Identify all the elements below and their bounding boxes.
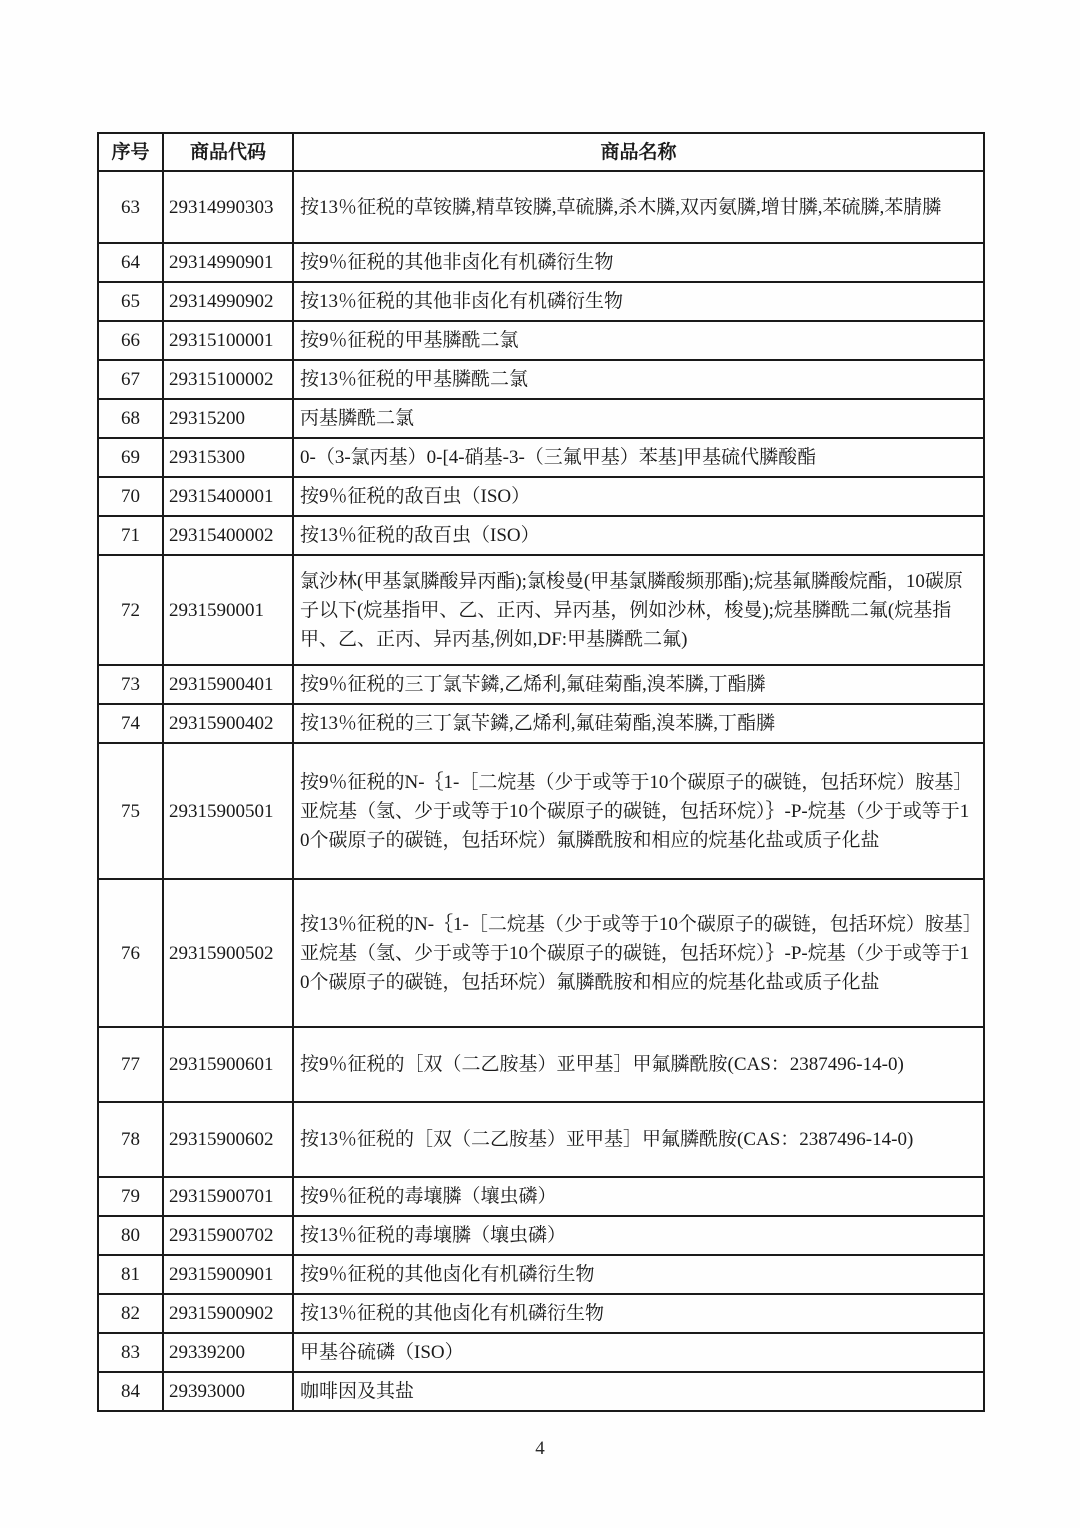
row-commodity-name: 丙基膦酰二氯 bbox=[293, 399, 984, 438]
table-row bbox=[98, 516, 984, 555]
row-serial-number: 79 bbox=[98, 1177, 163, 1216]
row-commodity-code: 29315900402 bbox=[163, 704, 293, 743]
row-commodity-name: 按9％征税的毒壤膦（壤虫磷） bbox=[293, 1177, 984, 1216]
row-commodity-name: 按13％征税的敌百虫（ISO） bbox=[293, 516, 984, 555]
header-commodity-code: 商品代码 bbox=[163, 133, 293, 171]
row-commodity-code: 29315900401 bbox=[163, 665, 293, 704]
row-serial-number: 76 bbox=[98, 879, 163, 1027]
row-commodity-name: 按13％征税的N-｛1-［二烷基（少于或等于10个碳原子的碳链，包括环烷）胺基］亚烷基（氢、少于或等于10个碳原子的碳链，包括环烷）｝-P-烷基（少于或等于10个碳原子的碳链，包括环烷）氟膦酰胺和相应的烷基化盐或质子化盐 bbox=[293, 879, 984, 1027]
table-row bbox=[98, 360, 984, 399]
row-serial-number: 69 bbox=[98, 438, 163, 477]
table-row bbox=[98, 477, 984, 516]
row-commodity-name: 按13％征税的三丁氯苄鏻,乙烯利,氟硅菊酯,溴苯膦,丁酯膦 bbox=[293, 704, 984, 743]
table-row bbox=[98, 555, 984, 665]
row-serial-number: 63 bbox=[98, 171, 163, 243]
row-commodity-name: 按13％征税的毒壤膦（壤虫磷） bbox=[293, 1216, 984, 1255]
row-commodity-code: 29315400001 bbox=[163, 477, 293, 516]
row-serial-number: 67 bbox=[98, 360, 163, 399]
table-row bbox=[98, 1216, 984, 1255]
table-row bbox=[98, 1027, 984, 1102]
table-row bbox=[98, 243, 984, 282]
row-commodity-code: 29315400002 bbox=[163, 516, 293, 555]
row-serial-number: 78 bbox=[98, 1102, 163, 1177]
row-serial-number: 68 bbox=[98, 399, 163, 438]
row-commodity-name: 按13％征税的［双（二乙胺基）亚甲基］甲氟膦酰胺(CAS：2387496-14-0) bbox=[293, 1102, 984, 1177]
row-commodity-code: 29315900501 bbox=[163, 743, 293, 879]
row-commodity-name: 按13％征税的草铵膦,精草铵膦,草硫膦,杀木膦,双丙氨膦,增甘膦,苯硫膦,苯腈膦 bbox=[293, 171, 984, 243]
table-row bbox=[98, 665, 984, 704]
row-commodity-name: 按9％征税的N-｛1-［二烷基（少于或等于10个碳原子的碳链，包括环烷）胺基］亚烷基（氢、少于或等于10个碳原子的碳链，包括环烷）｝-P-烷基（少于或等于10个碳原子的碳链，包括环烷）氟膦酰胺和相应的烷基化盐或质子化盐 bbox=[293, 743, 984, 879]
row-commodity-code: 29339200 bbox=[163, 1333, 293, 1372]
row-commodity-name: 按9％征税的其他非卤化有机磷衍生物 bbox=[293, 243, 984, 282]
row-serial-number: 71 bbox=[98, 516, 163, 555]
row-serial-number: 74 bbox=[98, 704, 163, 743]
row-commodity-code: 29314990901 bbox=[163, 243, 293, 282]
row-commodity-code: 29315900901 bbox=[163, 1255, 293, 1294]
page-number: 4 bbox=[535, 1438, 545, 1459]
row-commodity-code: 29315900701 bbox=[163, 1177, 293, 1216]
row-serial-number: 82 bbox=[98, 1294, 163, 1333]
row-serial-number: 73 bbox=[98, 665, 163, 704]
row-serial-number: 80 bbox=[98, 1216, 163, 1255]
row-commodity-name: 0-（3-氯丙基）0-[4-硝基-3-（三氟甲基）苯基]甲基硫代膦酸酯 bbox=[293, 438, 984, 477]
row-serial-number: 72 bbox=[98, 555, 163, 665]
row-commodity-code: 29315900502 bbox=[163, 879, 293, 1027]
row-commodity-name: 咖啡因及其盐 bbox=[293, 1372, 984, 1411]
table-header-row bbox=[98, 133, 984, 171]
table-row bbox=[98, 1333, 984, 1372]
commodity-table bbox=[97, 132, 985, 1412]
row-commodity-name: 按9％征税的三丁氯苄鏻,乙烯利,氟硅菊酯,溴苯膦,丁酯膦 bbox=[293, 665, 984, 704]
row-commodity-code: 29315100001 bbox=[163, 321, 293, 360]
row-commodity-name: 氯沙林(甲基氯膦酸异丙酯);氯梭曼(甲基氯膦酸频那酯);烷基氟膦酸烷酯，10碳原子以下(烷基指甲、乙、正丙、异丙基，例如沙林，梭曼);烷基膦酰二氟(烷基指甲、乙、正丙、异丙基,例如,DF:甲基膦酰二氟) bbox=[293, 555, 984, 665]
table-row bbox=[98, 1372, 984, 1411]
row-commodity-name: 甲基谷硫磷（ISO） bbox=[293, 1333, 984, 1372]
row-commodity-code: 2931590001 bbox=[163, 555, 293, 665]
table-row bbox=[98, 171, 984, 243]
table-row bbox=[98, 438, 984, 477]
table-row bbox=[98, 743, 984, 879]
header-serial-number: 序号 bbox=[98, 133, 163, 171]
row-commodity-code: 29315300 bbox=[163, 438, 293, 477]
row-commodity-code: 29315900902 bbox=[163, 1294, 293, 1333]
row-commodity-code: 29315900602 bbox=[163, 1102, 293, 1177]
row-serial-number: 84 bbox=[98, 1372, 163, 1411]
table-row bbox=[98, 1294, 984, 1333]
row-commodity-name: 按9％征税的其他卤化有机磷衍生物 bbox=[293, 1255, 984, 1294]
row-commodity-name: 按13％征税的其他非卤化有机磷衍生物 bbox=[293, 282, 984, 321]
table-row bbox=[98, 399, 984, 438]
table-row bbox=[98, 1102, 984, 1177]
table-row bbox=[98, 879, 984, 1027]
row-serial-number: 77 bbox=[98, 1027, 163, 1102]
table-row bbox=[98, 282, 984, 321]
row-serial-number: 66 bbox=[98, 321, 163, 360]
row-commodity-name: 按9％征税的敌百虫（ISO） bbox=[293, 477, 984, 516]
row-commodity-name: 按9％征税的［双（二乙胺基）亚甲基］甲氟膦酰胺(CAS：2387496-14-0) bbox=[293, 1027, 984, 1102]
row-commodity-code: 29315900601 bbox=[163, 1027, 293, 1102]
row-commodity-code: 29314990902 bbox=[163, 282, 293, 321]
row-serial-number: 83 bbox=[98, 1333, 163, 1372]
row-serial-number: 70 bbox=[98, 477, 163, 516]
table-row bbox=[98, 321, 984, 360]
table-row bbox=[98, 1177, 984, 1216]
row-serial-number: 65 bbox=[98, 282, 163, 321]
row-commodity-name: 按13％征税的其他卤化有机磷衍生物 bbox=[293, 1294, 984, 1333]
header-commodity-name: 商品名称 bbox=[293, 133, 984, 171]
row-commodity-code: 29315900702 bbox=[163, 1216, 293, 1255]
table-row bbox=[98, 704, 984, 743]
row-commodity-code: 29393000 bbox=[163, 1372, 293, 1411]
row-serial-number: 75 bbox=[98, 743, 163, 879]
row-commodity-name: 按13％征税的甲基膦酰二氯 bbox=[293, 360, 984, 399]
row-commodity-code: 29314990303 bbox=[163, 171, 293, 243]
row-commodity-name: 按9％征税的甲基膦酰二氯 bbox=[293, 321, 984, 360]
row-serial-number: 81 bbox=[98, 1255, 163, 1294]
table-row bbox=[98, 1255, 984, 1294]
row-commodity-code: 29315100002 bbox=[163, 360, 293, 399]
row-serial-number: 64 bbox=[98, 243, 163, 282]
row-commodity-code: 29315200 bbox=[163, 399, 293, 438]
